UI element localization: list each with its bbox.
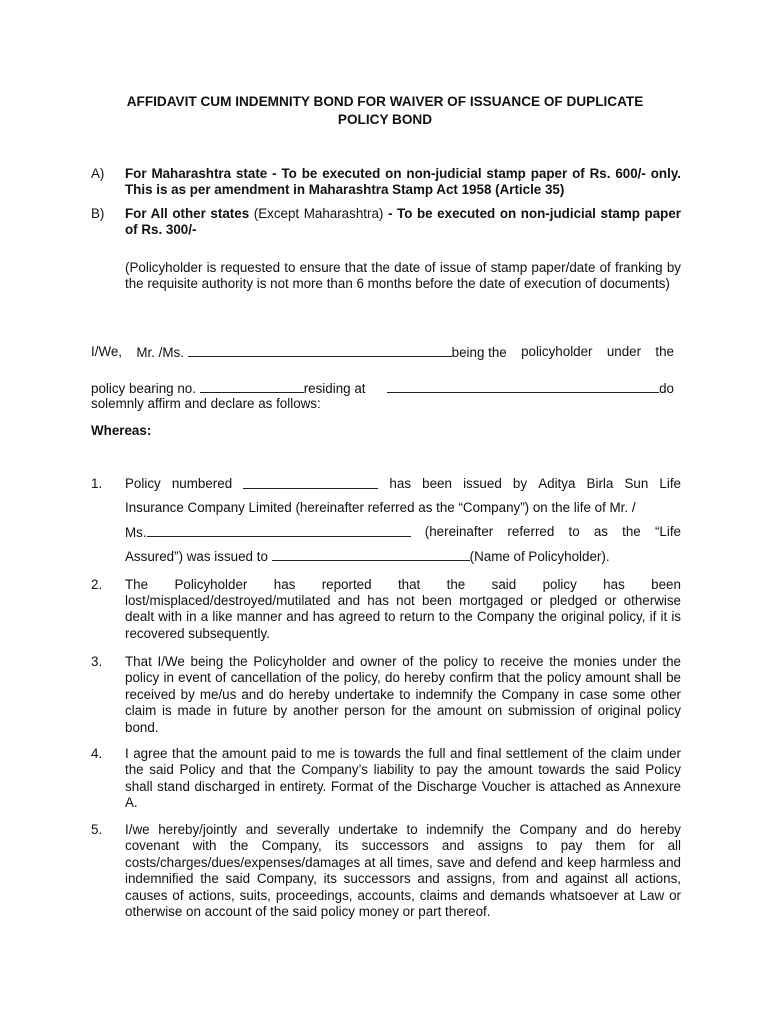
item-1-word: been xyxy=(422,476,452,491)
item-2-rest: lost/misplaced/destroyed/mutilated and has not been mortgaged or pledged or otherwise dealt with in a like manner and has agreed to return to the Company the original policy, if it is recovered subsequently. xyxy=(125,593,681,641)
item-1-line-4 xyxy=(125,548,681,565)
iwe-label: I/We, xyxy=(91,344,123,359)
item-1-word: the xyxy=(622,524,641,539)
item-2-number: 2. xyxy=(91,577,103,592)
item-1-number: 1. xyxy=(91,476,103,491)
name-entry xyxy=(136,344,506,361)
item-1-word: Sun xyxy=(624,476,649,491)
item-1-word: Policy xyxy=(125,476,161,491)
item-4-number: 4. xyxy=(91,746,103,761)
clause-a-text xyxy=(125,166,681,199)
ms-label: Ms. xyxy=(125,525,147,540)
item-1-word: Aditya xyxy=(538,476,576,491)
policy-numbered-blank[interactable] xyxy=(243,476,378,489)
residing-at-label: residing at xyxy=(303,381,366,396)
item-4-text: I agree that the amount paid to me is towards the full and final settlement of the claim under the said Policy and that the Company’s liability to pay the amount towards the said Policy shall stand discharged in entirety. Format of the Discharge Voucher is attached as Annexure A. xyxy=(125,746,681,811)
address-blank[interactable] xyxy=(387,380,659,393)
item-2-word: has xyxy=(273,577,296,592)
do-word: do xyxy=(659,381,674,396)
whereas-heading xyxy=(91,423,681,439)
item-1-line-2: Insurance Company Limited (hereinafter referred as the “Company”) on the life of Mr. / xyxy=(125,500,636,515)
assured-issued-text: Assured”) was issued to xyxy=(125,549,268,564)
title-line-1: AFFIDAVIT CUM INDEMNITY BOND FOR WAIVER OF ISSUANCE OF DUPLICATE xyxy=(126,94,644,109)
item-2-word: that xyxy=(397,577,421,592)
declaration-line-2 xyxy=(91,380,674,397)
whereas-bold: Whereas: xyxy=(91,423,152,438)
document-title xyxy=(80,93,690,129)
clause-b-text xyxy=(125,206,681,239)
title-line-2: POLICY BOND xyxy=(337,112,433,127)
item-2-word: reported xyxy=(321,577,372,592)
policy-bearing-entry xyxy=(91,380,366,397)
name-of-policyholder-text: (Name of Policyholder). xyxy=(469,549,610,564)
ms-entry xyxy=(125,524,411,541)
item-1-word: by xyxy=(512,476,528,491)
clause-a-bold: For Maharashtra state - To be executed on non-judicial stamp paper of Rs. 600/- only. This is as per amendment in Maharashtra Stamp Act 1958 (Article 35) xyxy=(125,166,681,198)
item-1-word: issued xyxy=(463,476,502,491)
declaration-line-1 xyxy=(91,344,674,361)
item-1-word: to xyxy=(568,524,580,539)
the-word: the xyxy=(655,344,674,359)
clause-b-normal: (Except Maharashtra) xyxy=(249,206,388,221)
item-1-word: (hereinafter xyxy=(424,524,494,539)
policyholder-word: policyholder xyxy=(521,344,593,359)
policyholder-name-blank[interactable] xyxy=(188,344,452,357)
policy-bearing-label: policy bearing no. xyxy=(91,381,196,396)
item-2-word: has xyxy=(603,577,625,592)
item-2-word: policy xyxy=(542,577,577,592)
clause-b-label: B) xyxy=(91,206,105,221)
policy-number-blank[interactable] xyxy=(200,380,304,393)
being-the-text: being the xyxy=(451,345,507,360)
item-2-line-1 xyxy=(125,577,681,593)
life-assured-name-blank[interactable] xyxy=(147,524,411,537)
item-2-word: The xyxy=(125,577,149,592)
item-1-word: numbered xyxy=(171,476,233,491)
item-2-word: been xyxy=(651,577,681,592)
item-1-line-1 xyxy=(125,476,681,492)
item-1-word: has xyxy=(389,476,412,491)
item-1-word: as xyxy=(593,524,608,539)
item-2-word: the xyxy=(446,577,466,592)
clause-a-label: A) xyxy=(91,166,105,181)
issued-to-blank[interactable] xyxy=(272,548,470,561)
clause-b-bold-1: For All other states xyxy=(125,206,250,221)
mr-ms-label: Mr. /Ms. xyxy=(136,345,184,360)
item-2-word: Policyholder xyxy=(174,577,248,592)
clause-b-bold-2: - To be executed on non-judicial stamp paper of Rs. 300/- xyxy=(125,206,681,238)
stamp-paper-note: (Policyholder is requested to ensure that the date of issue of stamp paper/date of franking by the requisite authority is not more than 6 months before the date of execution of documents) xyxy=(125,260,681,292)
item-1-word: “Life xyxy=(654,524,681,539)
item-1-word: referred xyxy=(507,524,555,539)
item-1-word: Birla xyxy=(586,476,614,491)
item-2-word: said xyxy=(491,577,517,592)
item-1-line-3 xyxy=(125,524,681,541)
under-word: under xyxy=(606,344,642,359)
item-1-word: Life xyxy=(659,476,681,491)
solemnly-affirm-text: solemnly affirm and declare as follows: xyxy=(91,396,321,411)
item-5-text: I/we hereby/jointly and severally undertake to indemnify the Company and do hereby covenant with the Company, its successors and assigns to pay them for all costs/charges/dues/expenses/damages at all times, save and defend and keep harmless and indemnified the said Company, its successors and assigns, from and against all actions, causes of actions, suits, proceedings, accounts, claims and demands whatsoever at Law or otherwise on account of the said policy money or part thereof. xyxy=(125,822,681,920)
item-5-number: 5. xyxy=(91,822,103,837)
item-3-number: 3. xyxy=(91,654,103,669)
address-entry xyxy=(387,380,674,397)
item-3-text: That I/We being the Policyholder and owner of the policy to receive the monies under the policy in event of cancellation of the policy, do hereby confirm that the policy amount shall be received by me/us and do hereby undertake to indemnify the Company in case some other claim is made in future by another person for the amount on submission of original policy bond. xyxy=(125,654,681,735)
